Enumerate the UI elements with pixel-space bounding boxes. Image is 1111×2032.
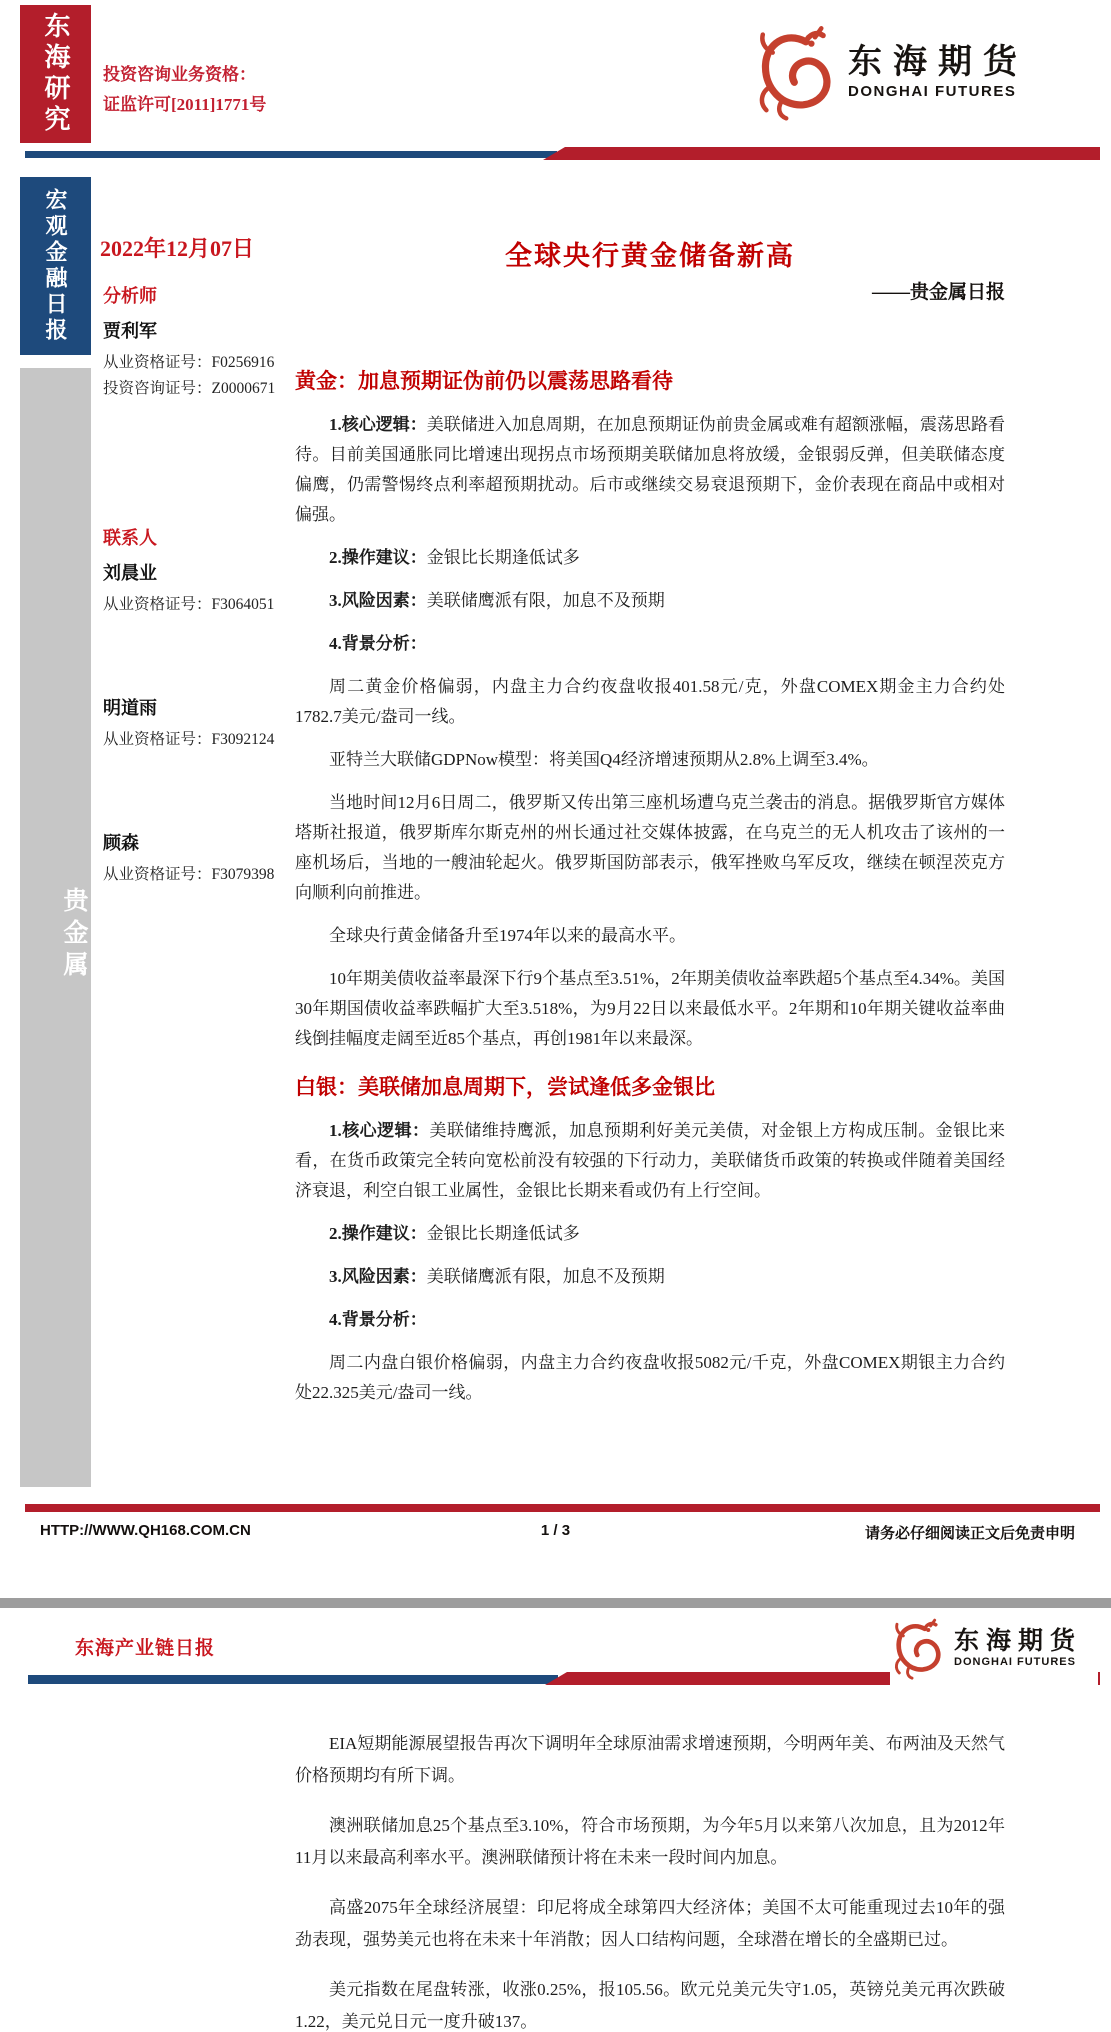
paragraph-lead: 1.核心逻辑： xyxy=(329,1121,430,1140)
info-group-label: 联系人 xyxy=(103,528,157,548)
body-paragraph: 当地时间12月6日周二，俄罗斯又传出第三座机场遭乌克兰袭击的消息。据俄罗斯官方媒体塔斯社报道，俄罗斯库尔斯克州的州长通过社交媒体披露，在乌克兰的无人机攻击了该州的一座机场后，当地的一艘油轮起火。俄罗斯国防部表示，俄军挫败乌军反攻，继续在顿涅茨克方向顺利向前推进。 xyxy=(295,793,1005,902)
member-cert: 从业资格证号：F3079398 xyxy=(103,866,275,883)
body-paragraph: EIA短期能源展望报告再次下调明年全球原油需求增速预期，今明两年美、布两油及天然气价格预期均有所下调。 xyxy=(295,1734,1005,1785)
company-logo xyxy=(752,22,1028,121)
divider-red-bar xyxy=(543,147,1100,160)
page-number: 1 / 3 xyxy=(540,1522,571,1539)
page-separator xyxy=(0,1598,1111,1608)
macro-finance-daily-banner: 宏观金融日报 xyxy=(20,177,91,355)
member-name: 贾利军 xyxy=(103,321,157,341)
report-body xyxy=(295,368,1005,1421)
body-paragraph: 3.风险因素：美联储鹰派有限，加息不及预期 xyxy=(329,591,665,610)
section-heading: 白银：美联储加息周期下，尝试逢低多金银比 xyxy=(295,1075,715,1099)
paragraph-lead: 3.风险因素： xyxy=(329,591,427,610)
team-member xyxy=(103,696,291,753)
team-member xyxy=(103,561,291,618)
divider-blue-bar xyxy=(25,151,557,158)
team-member xyxy=(103,831,291,888)
paragraph-lead: 4.背景分析： xyxy=(329,634,427,653)
header-divider xyxy=(0,147,1111,162)
section-heading: 黄金：加息预期证伪前仍以震荡思路看待 xyxy=(295,369,673,393)
footer-website-link[interactable]: HTTP://WWW.QH168.COM.CN xyxy=(40,1522,251,1539)
research-banner: 东海研究 xyxy=(20,5,91,143)
body-paragraph: 1.核心逻辑：美联储进入加息周期，在加息预期证伪前贵金属或难有超额涨幅，震荡思路看待。目前美国通胀同比增速出现拐点市场预期美联储加息将放缓，金银弱反弹，但美联储态度偏鹰，仍需警惕终点利率超预期扰动。后市或继续交易衰退预期下，金价表现在商品中或相对偏强。 xyxy=(295,415,1006,524)
member-name: 刘晨业 xyxy=(103,563,157,583)
paragraph-lead: 4.背景分析： xyxy=(329,1310,427,1329)
footer-rule xyxy=(25,1504,1100,1512)
body-paragraph: 3.风险因素：美联储鹰派有限，加息不及预期 xyxy=(329,1267,665,1286)
body-paragraph: 全球央行黄金储备升至1974年以来的最高水平。 xyxy=(329,926,686,945)
dragon-logo-icon xyxy=(752,22,842,121)
analyst-panel xyxy=(103,285,291,888)
member-cert: 从业资格证号：F0256916 xyxy=(103,354,275,371)
member-name: 顾森 xyxy=(103,833,139,853)
precious-metal-banner: 贵金属 xyxy=(20,368,91,1487)
body-paragraph: 周二内盘白银价格偏弱，内盘主力合约夜盘收报5082元/千克，外盘COMEX期银主力合约处22.325美元/盎司一线。 xyxy=(295,1353,1005,1402)
info-group-label: 分析师 xyxy=(103,286,157,306)
body-paragraph: 亚特兰大联储GDPNow模型：将美国Q4经济增速预期从2.8%上调至3.4%。 xyxy=(329,750,879,769)
member-cert: 投资咨询证号：Z0000671 xyxy=(103,380,276,397)
logo-text xyxy=(848,43,1028,99)
body-paragraph: 高盛2075年全球经济展望：印尼将成全球第四大经济体；美国不太可能重现过去10年的强劲表现，强势美元也将在未来十年消散；因人口结构问题，全球潜在增长的全盛期已过。 xyxy=(295,1898,1005,1949)
report-section xyxy=(295,368,1005,1054)
report-subtitle: ——贵金属日报 xyxy=(871,282,1005,303)
divider-blue-bar xyxy=(28,1675,558,1684)
qualification-line-1: 投资咨询业务资格： xyxy=(103,65,256,84)
body-paragraph: 2.操作建议：金银比长期逢低试多 xyxy=(329,1224,580,1243)
body-paragraph: 1.核心逻辑：美联储维持鹰派，加息预期利好美元美债，对金银上方构成压制。金银比来看，在货币政策完全转向宽松前没有较强的下行动力，美联储货币政策的转换或伴随着美国经济衰退，利空白银工业属性，金银比长期来看或仍有上行空间。 xyxy=(295,1121,1006,1200)
report-title: 全球央行黄金储备新高 xyxy=(505,241,795,271)
report-date: 2022年12月07日 xyxy=(100,236,255,261)
logo-en-text: DONGHAI FUTURES xyxy=(848,82,1017,100)
info-group xyxy=(103,285,291,402)
body-paragraph: 周二黄金价格偏弱，内盘主力合约夜盘收报401.58元/克，外盘COMEX期金主力合约处1782.7美元/盎司一线。 xyxy=(295,677,1005,726)
page2-body xyxy=(295,1728,1005,2032)
body-paragraph: 美元指数在尾盘转涨，收涨0.25%，报105.56。欧元兑美元失守1.05，英镑兑美元再次跌破1.22，美元兑日元一度升破137。 xyxy=(295,1980,1005,2031)
paragraph-lead: 1.核心逻辑： xyxy=(329,415,427,434)
company-logo-small xyxy=(890,1610,1098,1686)
paragraph-lead: 2.操作建议： xyxy=(329,1224,427,1243)
body-paragraph xyxy=(295,629,1005,659)
body-paragraph: 2.操作建议：金银比长期逢低试多 xyxy=(329,548,580,567)
page2-report-title: 东海产业链日报 xyxy=(75,1638,216,1659)
member-cert: 从业资格证号：F3092124 xyxy=(103,731,275,748)
qualification-block xyxy=(103,60,266,120)
report-section xyxy=(295,1074,1005,1408)
member-cert: 从业资格证号：F3064051 xyxy=(103,596,275,613)
body-paragraph: 澳洲联储加息25个基点至3.10%，符合市场预期，为今年5月以来第八次加息，且为2012年11月以来最高利率水平。澳洲联储预计将在未来一段时间内加息。 xyxy=(295,1816,1005,1867)
qualification-line-2: 证监许可[2011]1771号 xyxy=(103,94,267,114)
member-name: 明道雨 xyxy=(103,698,157,718)
logo-cn-text: 东海期货 xyxy=(848,44,1028,82)
logo-en-text: DONGHAI FUTURES xyxy=(954,1656,1076,1669)
disclaimer-notice: 请务必仔细阅读正文后免责申明 xyxy=(864,1526,1075,1542)
body-paragraph xyxy=(295,1305,1005,1335)
info-group xyxy=(103,527,291,888)
paragraph-lead: 2.操作建议： xyxy=(329,548,427,567)
logo-text xyxy=(954,1628,1082,1669)
paragraph-lead: 3.风险因素： xyxy=(329,1267,427,1286)
dragon-logo-icon xyxy=(890,1616,948,1680)
body-paragraph: 10年期美债收益率最深下行9个基点至3.51%，2年期美债收益率跌超5个基点至4.34%。美国30年期国债收益率跌幅扩大至3.518%，为9月22日以来最低水平。2年期和10年期关键收益率曲线倒挂幅度走阔至近85个基点，再创1981年以来最深。 xyxy=(295,969,1005,1048)
logo-cn-text: 东海期货 xyxy=(954,1627,1083,1655)
team-member xyxy=(103,319,291,402)
